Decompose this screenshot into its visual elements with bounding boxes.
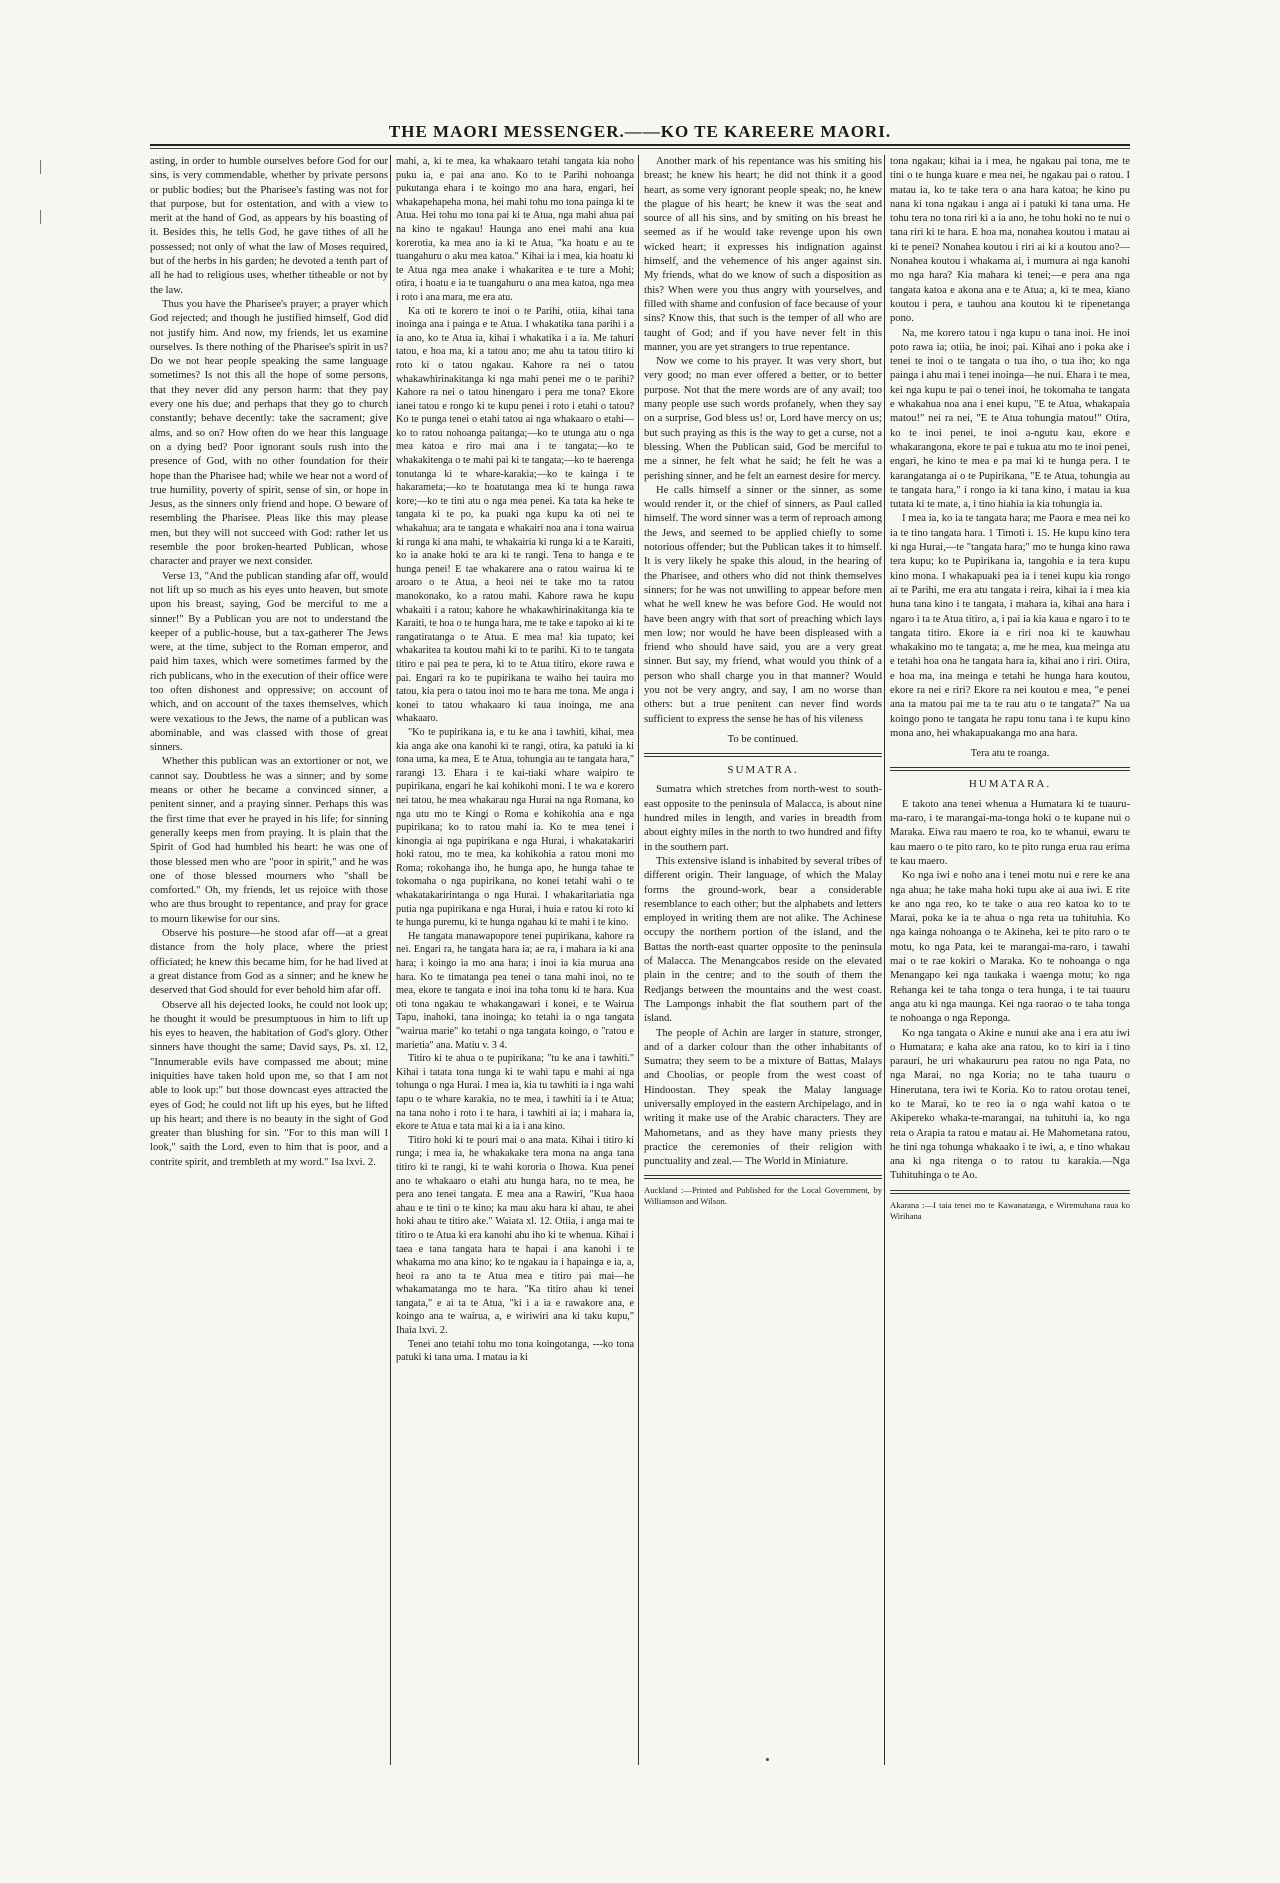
- paragraph: Verse 13, "And the publican standing afar off, would not lift up so much as his eyes unto heaven, but smote upon his breast, saying, God be merciful to me a sinner!" By a Publican you are not to understand the keeper of a public-house, but a tax-gatherer The Jews were, at the time, subject to the Roman emperor, and paid him taxes, which were sometimes farmed by the rich publicans, who in the execution of their office were too often dishonest and oppressive; on account of which, and on account of the taxes themselves, which were vexatious to the Jews, the name of a publican was abominable, and was classed with those of great sinners.: [150, 570, 388, 754]
- paragraph: Tenei ano tetahi tohu mo tona koingotanga, ---ko tona patuki ki tana uma. I matau ia ki: [396, 1338, 634, 1364]
- paragraph: Thus you have the Pharisee's prayer; a prayer which God rejected; and though he justified himself, God did not justify him. And now, my friends, let us examine ourselves. Is there nothing of the Pharisee's spirit in us? Do we not hear people speaking the same language sometimes? Is not this all the hope of some persons, that they never did any person harm: that they pay every one his due; and perhaps that they go to church constantly; behave decently: take the sacrament; give alms, and so on? How often do we hear this language on a dying bed? Poor ignorant souls rush into the presence of God, with no other foundation for their hope than the Pharisee had; while we hear not a word of true humility, poverty of spirit, sense of sin, or hope in Jesus, as the sinners only friend and hope. O beware of resembling the Pharisee. Pleas like this may please men, but they will not succeed with God: rather let us resemble the poor broken-hearted Publican, whose character and prayer we next consider.: [150, 298, 388, 568]
- paragraph: Whether this publican was an extortioner or not, we cannot say. Doubtless he was a sinner; and by some means or other he became a convinced sinner, a penitent sinner, and a praying sinner. Perhaps this was the first time that ever he prayed in his life; for sinning generally keeps men from praying. It is plain that the Spirit of God had humbled his heart: he was one of those blessed men who are "poor in spirit," and he was one of those blessed mourners who "shall be comforted." Oh, my friends, let us rejoice with those who are thus brought to repentance, and pray for grace to mourn likewise for our sins.: [150, 756, 388, 925]
- to-be-continued-maori: Tera atu te roanga.: [970, 748, 1050, 760]
- paragraph: "Ko te pupirikana ia, e tu ke ana i tawhiti, kihai, mea kia anga ake ona kanohi ki te rangi, otira, ka patuki ia ki tona uma, ka mea, E te Atua, tohungia au te tangata hara," rarangi 13. Ehara i te kai-tiaki whare waipiro te pupirikana, engari he kai kohikohi moni. I te wa e korero nei tatou, he mea whakarau nga Hurai na nga Romana, ko nga utu mo te Kingi o Roma e kohikohia ana e nga pupirikana; ko to ratou mahi ia. Ko te mea tenei i kinongia ai nga pupirikana e nga Hurai, i whakatakariri hoki ratou, mo te mea, ka kohikohia a ratou moni mo Roma; rokohanga iho, he hunga apo, he hunga tahae te tokomaha o nga pupirikana, no konei tetahi wahi o te whakatakaririntanga o nga Hurai. I whakaritariatia nga putia nga pupirikana e nga Hurai, i huia e ratou ki roto ki te hunga puremu, ki te hunga ngahau ki te mahi i te kino.: [396, 726, 634, 929]
- masthead-rule-thin: [150, 148, 1130, 149]
- section-rule: [644, 753, 882, 757]
- paragraph: Ko nga tangata o Akine e nunui ake ana i era atu iwi o Humatara; e kaha ake ana ratou, ko to kiri ia i tino parauri, he uri whakaururu pea ratou no nga Pata, no nga Marai, no nga Koria; no te taha tuauru o Hinerutana, tera iwi te Koria. Ko to ratou orotau tenei, ko te Marai, ko te reo ia o nga wahi katoa o te Akipereko whaka-te-marangai, na tuhituhi ia, ko nga reta o Arapia ta ratou e matau ai. He Mahometana ratou, he tini nga tohunga whakaako i te iwi, a, e tino whakau ana ki nga ritenga o to ratou tu karakia.—Nga Tuhituhinga o te Ao.: [890, 1027, 1130, 1182]
- imprint-english: Auckland :—Printed and Published for the Local Government, by Williamson and Wilson.: [644, 1185, 882, 1207]
- paragraph: E takoto ana tenei whenua a Humatara ki te tuauru-ma-raro, i te marangai-ma-tonga hoki o te kupane nui o Maraka. Eiwa rau maero te roa, ko te whanui, ewaru te kau maero o te pito raro, ko te pito runga erua rau erima te kau maero.: [890, 798, 1130, 867]
- paragraph: Sumatra which stretches from north-west to south-east opposite to the peninsula of Malacca, is about nine hundred miles in length, and varies in breadth from about eighty miles in the north to two hundred and fifty in the southern part.: [644, 784, 882, 853]
- section-rule: [890, 767, 1130, 771]
- paragraph: asting, in order to humble ourselves before God for our sins, is very commendable, whether by private persons or public bodies; but the Pharisee's fasting was not for that purpose, but for ostentation, and with a view to merit at the hand of God, as appears by his boasting of it. Besides this, he tells God, he gave tithes of all he possessed; not only of what the law of Moses required, but of the herbs in his garden; he devoted a tenth part of all he had to religious uses, whether titheable or not by the law.: [150, 156, 388, 296]
- to-be-continued: To be continued.: [727, 733, 799, 745]
- paragraph: Na, me korero tatou i nga kupu o tana inoi. He inoi poto rawa ia; otiia, he inoi; pai. Kihai ano i poka ake i tenei te inoi o te tangata o tua iho, o tua iho; ko nga painga i ahu mai i tenei inoinga—he nui. Ehara i te mea, kei nga kupu te pai o tenei inoi, he tokomaha te tangata e whakahua noa ana i enei kupu, "E te Atua, whakapaia matou!" nei ra nei, "E te Atua tohungia matou!" Otira, ko te inoi penei, te inoi a-ngutu kau, ekore e whakarangona, ekore te pai e tukua atu mo te inoi penei, engari, he kino te mea e pa mai ki te hunga pera. I te karangatanga ai o te Pupirikana, "E te Atua, tohungia au te tangata hara," i rongo ia ki tana kino, i matau ia kua tutata ki te mate, a, i tino hiahia ia kia tohungia ia.: [890, 327, 1130, 511]
- paragraph: Observe all his dejected looks, he could not look up; he thought it would be presumptuous in him to lift up his eyes to heaven, the habitation of God's glory. Other sinners have thought the same; David says, Ps. xl. 12, "Innumerable evils have compassed me about; mine iniquities have taken hold upon me, so that I am not able to look up:" but those downcast eyes attracted the eyes of God; he could not lift up his eyes, but he lifted up his heart; and there is no beauty in the sight of God greater than blushing for sin. "For to this man will I look," saith the Lord, even to him that is poor, and a contrite spirit, and trembleth at my word." Isa lxvi. 2.: [150, 999, 388, 1168]
- paragraph: This extensive island is inhabited by several tribes of different origin. Their language, of which the Malay forms the ground-work, bear a considerable resemblance to each other; but the alphabets and letters employed in writing them are not alike. The Achinese occupy the northern portion of the island, and the Battas the north-east quarter opposite to the peninsula of Malacca. The Menangcabos reside on the elevated plain in the centre; and to the south of them the Redjangs between the mountains and the west coast. The Lampongs inhabit the flat southern part of the island.: [644, 855, 882, 1025]
- masthead-rule: [150, 144, 1130, 146]
- column-1-sermon-english: [150, 155, 388, 1170]
- column-2-sermon-maori: [396, 155, 634, 1365]
- paragraph: Ka oti te korero te inoi o te Parihi, otiia, kihai tana inoinga ana i painga e te Atua. I whakatika tana parihi i a ia ano, ko te Atua ia, kihai i whakatika i a ia. Me tahuri tatou, e hoa ma, ki a tatou ano; me ahu ta tatou titiro ki roto ki o tatou ngakau. Kahore ra nei o tatou whakawhirinakitanga ki nga mahi penei me o te parihi? Kahore ra nei o tatou hinengaro i pera me tona? Ekore ianei tatou e rongo ki te kupu penei i roto i etahi o tatou? Ko te punga tenei o etahi tatou ai nga whakaaro o etahi—ko to ratou nohoanga paitanga;—ko te utunga atu o nga mea katoa e riro mai ana i te tangata;—ko te whakakitenga o te mahi pai ki te tangata;—ko te haerenga tonutanga ki te whare-karakia;—ko te kainga i te hakarameta;—ko te hoatutanga mea ki te hunga rawa kore;—ko te tini atu o nga mea penei. Ka tata ka heke te tangata ki te po, ka puaki nga kupu ka oti nei te whakahua; ara te tangata e whakairi noa ana i tona wairua ki runga ki ana mahi, te whakairia ki runga ki a te Karaiti, ko ia anake hoki te ara ki te rangi. Tena to hanga e te hunga penei! E tae whakarere ana o ratou wairua ki te aroaro o te Atua, a heoi nei te take mo ta ratou manokonako, ko a ratou mahi. Kahore rawa he kupu whakaiti i a ratou; kahore he whakawhirinakitanga kia te Karaiti, te hoa o te hunga hara, me te take e tapoko ai ki te rangatiratanga o te Atua. E mea ma! kia tupato; kei whakaritea ta koutou mahi ki to te parihi. Ki to te tangata titiro e pai pea te pera, ki to te Atua titiro, ekore rawa e pai. Engari ra ko te pupirikana te waiho hei tauira mo tatou, kia pera o tatou inoi mo te hara me tona. Me anga i konei to tatou whakaaro ki taua inoinga, me ana whakaaro.: [396, 305, 634, 725]
- paragraph: Ko nga iwi e noho ana i tenei motu nui e rere ke ana nga ahua; he take maha hoki tupu ake ai aua iwi. E rite ke ano nga reo, ko te take o aua reo katoa ko to te Marai, poka ke ia te ahua o nga reta ua tuhituhia. Ko nga kainga nohoanga o te Akineha, kei te pito raro o te motu, ko nga Pata, kei te marangai-ma-raro, i tawahi mai o te rae kokiri o Maraka. Ko te nohoanga o nga Menangapo kei nga taukaka i waenga motu; ko nga Rehanga kei te taha tonga o tera hunga, i te tai tuauru anga atu ki nga maunga. Kei nga raorao o te taha tonga te nohoanga o nga Reponga.: [890, 870, 1130, 1025]
- paragraph: The people of Achin are larger in stature, stronger, and of a darker colour than the other inhabitants of Sumatra; they seem to be a mixture of Battas, Malays and Choolias, or people from the west coast of Hindoostan. They speak the Malay language universally employed in the eastern Archipelago, and in writing it make use of the Arabic characters. They are Mahometans, and as they have many priests they practice the ceremonies of their religion with punctuality and zeal.— The World in Miniature.: [644, 1027, 882, 1168]
- paragraph: Observe his posture—he stood afar off—at a great distance from the holy place, where the priest officiated; he knew this became him, for he had lived at a great distance from God as a sinner; and he knew he deserved that God should for ever behold him afar off.: [150, 928, 388, 997]
- paragraph: Another mark of his repentance was his smiting his breast; he knew his heart; he did not think it a good heart, as some very ignorant people speak; no, he knew the plague of his heart; he knew it was the seat and source of all his sins, and by smiting on his breast he seemed as if he would take revenge upon his own wicked heart; it expresses his indignation against himself, and the vehemence of his anger against sin. My friends, what do we know of such a disposition as this? When were you thus angry with yourselves, and filled with shame and confusion of face because of your sins? Know this, that such is the temper of all who are taught of God; and if you have never felt in this manner, you are yet strangers to true repentance.: [644, 156, 882, 353]
- paragraph: Titiro hoki ki te pouri mai o ana mata. Kihai i titiro ki runga; i mea ia, he whakakake tera mona na anga tana titiro ki te rangi, ki te wahi kororia o Ihowa. Kua penei ano te whakaaro o etahi atu hunga hara, no te mea, he pera ano tenei tangata. E mea ana a Rawiri, "Kua haoa ahau e te tini o te kino; ka mau aku hara ki ahau, te ahei hoki ahau te titiro ake." Waiata xl. 12. Otiia, i anga mai te titiro o te Atua ki era kanohi ahu iho ki te whenua. Kihai i taea e tana tangata hara te hapai i ana kanohi i te whakama mo ana kino; ko te ngakau ia i hapainga e ia, a, heoi ra ano ta te Atua mea e titiro pai mai—he whakamatanga mo te hara. "Ka titiro ahau ki tenei tangata," e ai ta te Atua, "ki i a ia e rawakore ana, e koingo ana te wairua, a, e wiriwiri ana ki taku kupu," Ihaia lxvi. 2.: [396, 1134, 634, 1337]
- paragraph: Now we come to his prayer. It was very short, but very good; no man ever offered a better, or to better purpose. Not that the mere words are of any avail; too many people use such words profanely, when they say on a surprise, God bless us! or, Lord have mercy on us; but such praying as this is the way to get a curse, not a blessing. When the Publican said, God be merciful to me a sinner, he felt what he said; he felt he was a perishing sinner, and he felt an earnest desire for mercy.: [644, 356, 882, 482]
- column-divider: [884, 155, 885, 1765]
- imprint-maori: Akarana :—I taia tenei mo te Kawanatanga, e Wiremuhana raua ko Wirihana: [890, 1199, 1130, 1221]
- column-divider: [638, 155, 639, 1765]
- section-rule: [644, 1175, 882, 1179]
- paragraph: He tangata manawapopore tenei pupirikana, kahore ra nei. Engari ra, he tangata hara ia; ae ra, i mahara ia ki ana hara; i koingo ia mo ana hara; i inoi ia kia murua ana hara. Ko te timatanga pea tenei o tana mahi inoi, no te mea, ekore te tangata e inoi ina toha tonu ki te hara. Kua oti tona ngakau te whakangawari i konei, e te Wairua Tapu, inahoki, tana inoinga; ko tetahi ia o nga tangata "wairua marie" ko tetahi o nga tangata koingo, o "ratou e marietia" ana. Matiu v. 3 4.: [396, 930, 634, 1051]
- margin-mark: [40, 210, 41, 224]
- sumatra-heading: SUMATRA.: [727, 764, 799, 777]
- column-4-maori: [890, 155, 1130, 1222]
- paragraph: I mea ia, ko ia te tangata hara; me Paora e mea nei ko ia te tino tangata hara. 1 Timoti i. 15. He kupu kino tera ki nga Hurai,—te "tangata hara;" mo te hunga kino rawa tera kupu; ko te Pupirikana ia, tangohia e ia tera kupu kino mona. I whakapuaki pea ia i tenei kupu kia rongo ai te Parihi, me era atu tangata i reira, kihai ia i mea kia huna tana kino i te tangata, i mahara ia, kihai ana hara i ngaro i ta te Atua titiro, a, i pai ia kia kaua e ngaro i to te tangata titiro. Ekore ia e riri noa ki te kauwhau whakakino mo te tangata; a, me he mea, kua meinga atu e tetahi hoa ona he tangata hara ia, kihai ano i riri. Otira, e hoa ma, ina meinga e tetahi he hunga hara koutou, ekore ra nei e riri? Ekore ra nei koutou e mea, "e penei ana ta matou pai me ta te rau atu o te tangata?" Na ua koingo pono te tangata he rapu tonu tana i te kupu kino mona ano, hei whakapuakanga mo ana hara.: [890, 513, 1130, 739]
- humatara-heading: HUMATARA.: [968, 778, 1052, 791]
- section-rule: [890, 1190, 1130, 1194]
- paragraph: tona ngakau; kihai ia i mea, he ngakau pai tona, me te tini o te hunga kuare e mea nei, he ngakau pai o ratou. I matau ia, ko te take tera o ana hara katoa; he kino pu nana ki tona ngakau i anga ai i patuki ki tana uma. He tohu tera no tona riri ki a ia ano, he tohu hoki no te nui o tana riri ki te hara. E hoa ma, nonahea koutou i matau ai ki te penei? Nonahea koutou i riri ai ki a koutou ano?—Nonahea koutou i whakama ai, i mumura ai nga kanohi mo nga hara? Kia mahara ki tenei;—e pera ana nga tangata katoa e akona ana e te Atua; a, ki te mea, kiano koutou i pera, e tauhou ana koutou ki te ripenetanga pono.: [890, 156, 1130, 325]
- print-speck: [766, 1758, 769, 1761]
- paragraph: mahi, a, ki te mea, ka whakaaro tetahi tangata kia noho puku ia, e pai ana ano. Ko to te Parihi nohoanga pukutanga ehara i te koingo mo ana hara, engari, hei whakapehapeha mona, hei mahi tohu mo tona painga ki te Atua. Hei tohu mo tona pai ki te Atua, nga mahi ahua pai na kino te ngakau! Haunga ano enei mahi ana kua korerotia, ka mea ano ia ki te Atua, "ka hoatu e au te tuangahuru o aku mea katoa." Kihai ia i mea, kia hoatu ki te Atua nga mea anake i whakaritea e te ture a Mohi; otira, i hoatu e ia te tuangahuru o ana mea katoa, nga mea i roto i ana mara, me era atu.: [396, 156, 634, 303]
- paragraph: Titiro ki te ahua o te pupirikana; "tu ke ana i tawhiti." Kihai i tatata tona tunga ki te wahi tapu e mahi ai nga tohunga o nga Hurai. I mea ia, kia tu tawhiti ia i nga wahi tapu o te whare karakia, no te mea, i tawhiti ia i te Atua; na tana noho i roto i te hara, i tawhiti ai ia; i mahara ia, ekore te Atua e tata mai ki a ia i ana kino.: [396, 1053, 634, 1133]
- column-3-english: [644, 155, 882, 1207]
- masthead: THE MAORI MESSENGER.——KO TE KAREERE MAORI.: [388, 122, 892, 141]
- column-divider: [390, 155, 391, 1765]
- margin-mark: [40, 160, 41, 174]
- paragraph: He calls himself a sinner or the sinner, as some would render it, or the chief of sinners, as Paul called himself. The word sinner was a term of reproach among the Jews, and seemed to be applied chiefly to some notorious offender; but the Publican takes it to himself. It is very likely he spake this aloud, in the hearing of the Pharisee, and others who did not think themselves sinners; for he was not unwilling to appear before men what he well knew he was before God. He would not have been angry with that sort of preaching which lays men low; nor would he have been displeased with a friend who should have said, you are a very great sinner. But say, my friend, what would you think of a person who shall charge you in that manner? Would you not be very angry, and say, I am no worse than others: but a true penitent can never find words sufficient to express the sense he has of his vileness: [644, 484, 882, 725]
